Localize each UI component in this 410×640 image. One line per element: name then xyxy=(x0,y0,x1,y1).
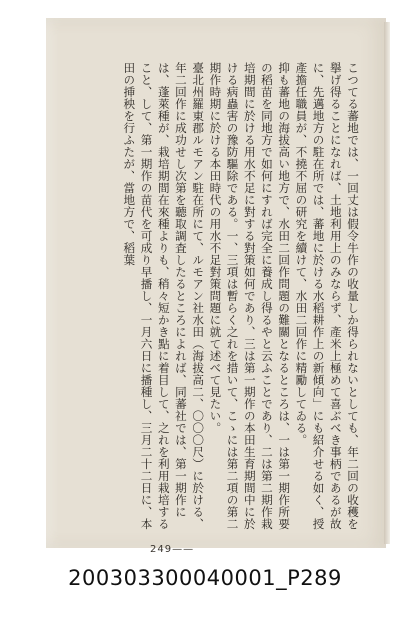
image-caption: 200303300040001_P289 xyxy=(68,566,342,590)
page-number: 249—— xyxy=(150,544,195,555)
book-page xyxy=(46,18,386,555)
paragraph: 抑も蕃地の海拔高い地方で、水田二回作問題の難關となるところは、一は第一期作所要の稻苗を同地方で如何にすれば完全に養成し得るやと云ふことであり、二は第二期作栽培期間に於ける用水不足に對する對策如何であり、三は第一期作の本田生育期間中に於ける病蟲害の豫防驅除である。一、三項は暫らく之れを措いて、こゝには第二項の第二期作時期に於ける本田時代の用水不足對策問題に就て述べて見たい。 xyxy=(208,62,292,530)
page-edge xyxy=(384,22,390,544)
paragraph: 臺北州羅東郡ルモアン駐在所にて、ルモアン社水田（海拔高二、〇〇〇尺）に於ける、年二回作に成功せし次第を聽取調査したるところによれば、同蕃社では、第一期作には、蓬萊種が、栽培期間在來種よりも、稍々短かき點に着目して、之れを利用栽培すること、して、第一期作の苗代を可成り早播し、一月六日に播種し、三月二十二日に、本田の挿秧を行ふたが、當地方で、稻葉 xyxy=(122,62,206,530)
paragraph: こつてる蕃地では、一回丈は假令牛作の收量しか得られないとしても、年二回の收穫を擧げ得ることになれば、土地利用上のみならず、產米上極めて喜ぶべき事柄であるが故に、先邁地方の駐在所では、蕃地に於ける水稻耕作上の新傾向」にも紹介せる如く、授產擔任職員が、不撓不屈の研究を續けて、水田二回作に精勵してゐる。 xyxy=(294,62,360,530)
body-text xyxy=(76,62,361,532)
